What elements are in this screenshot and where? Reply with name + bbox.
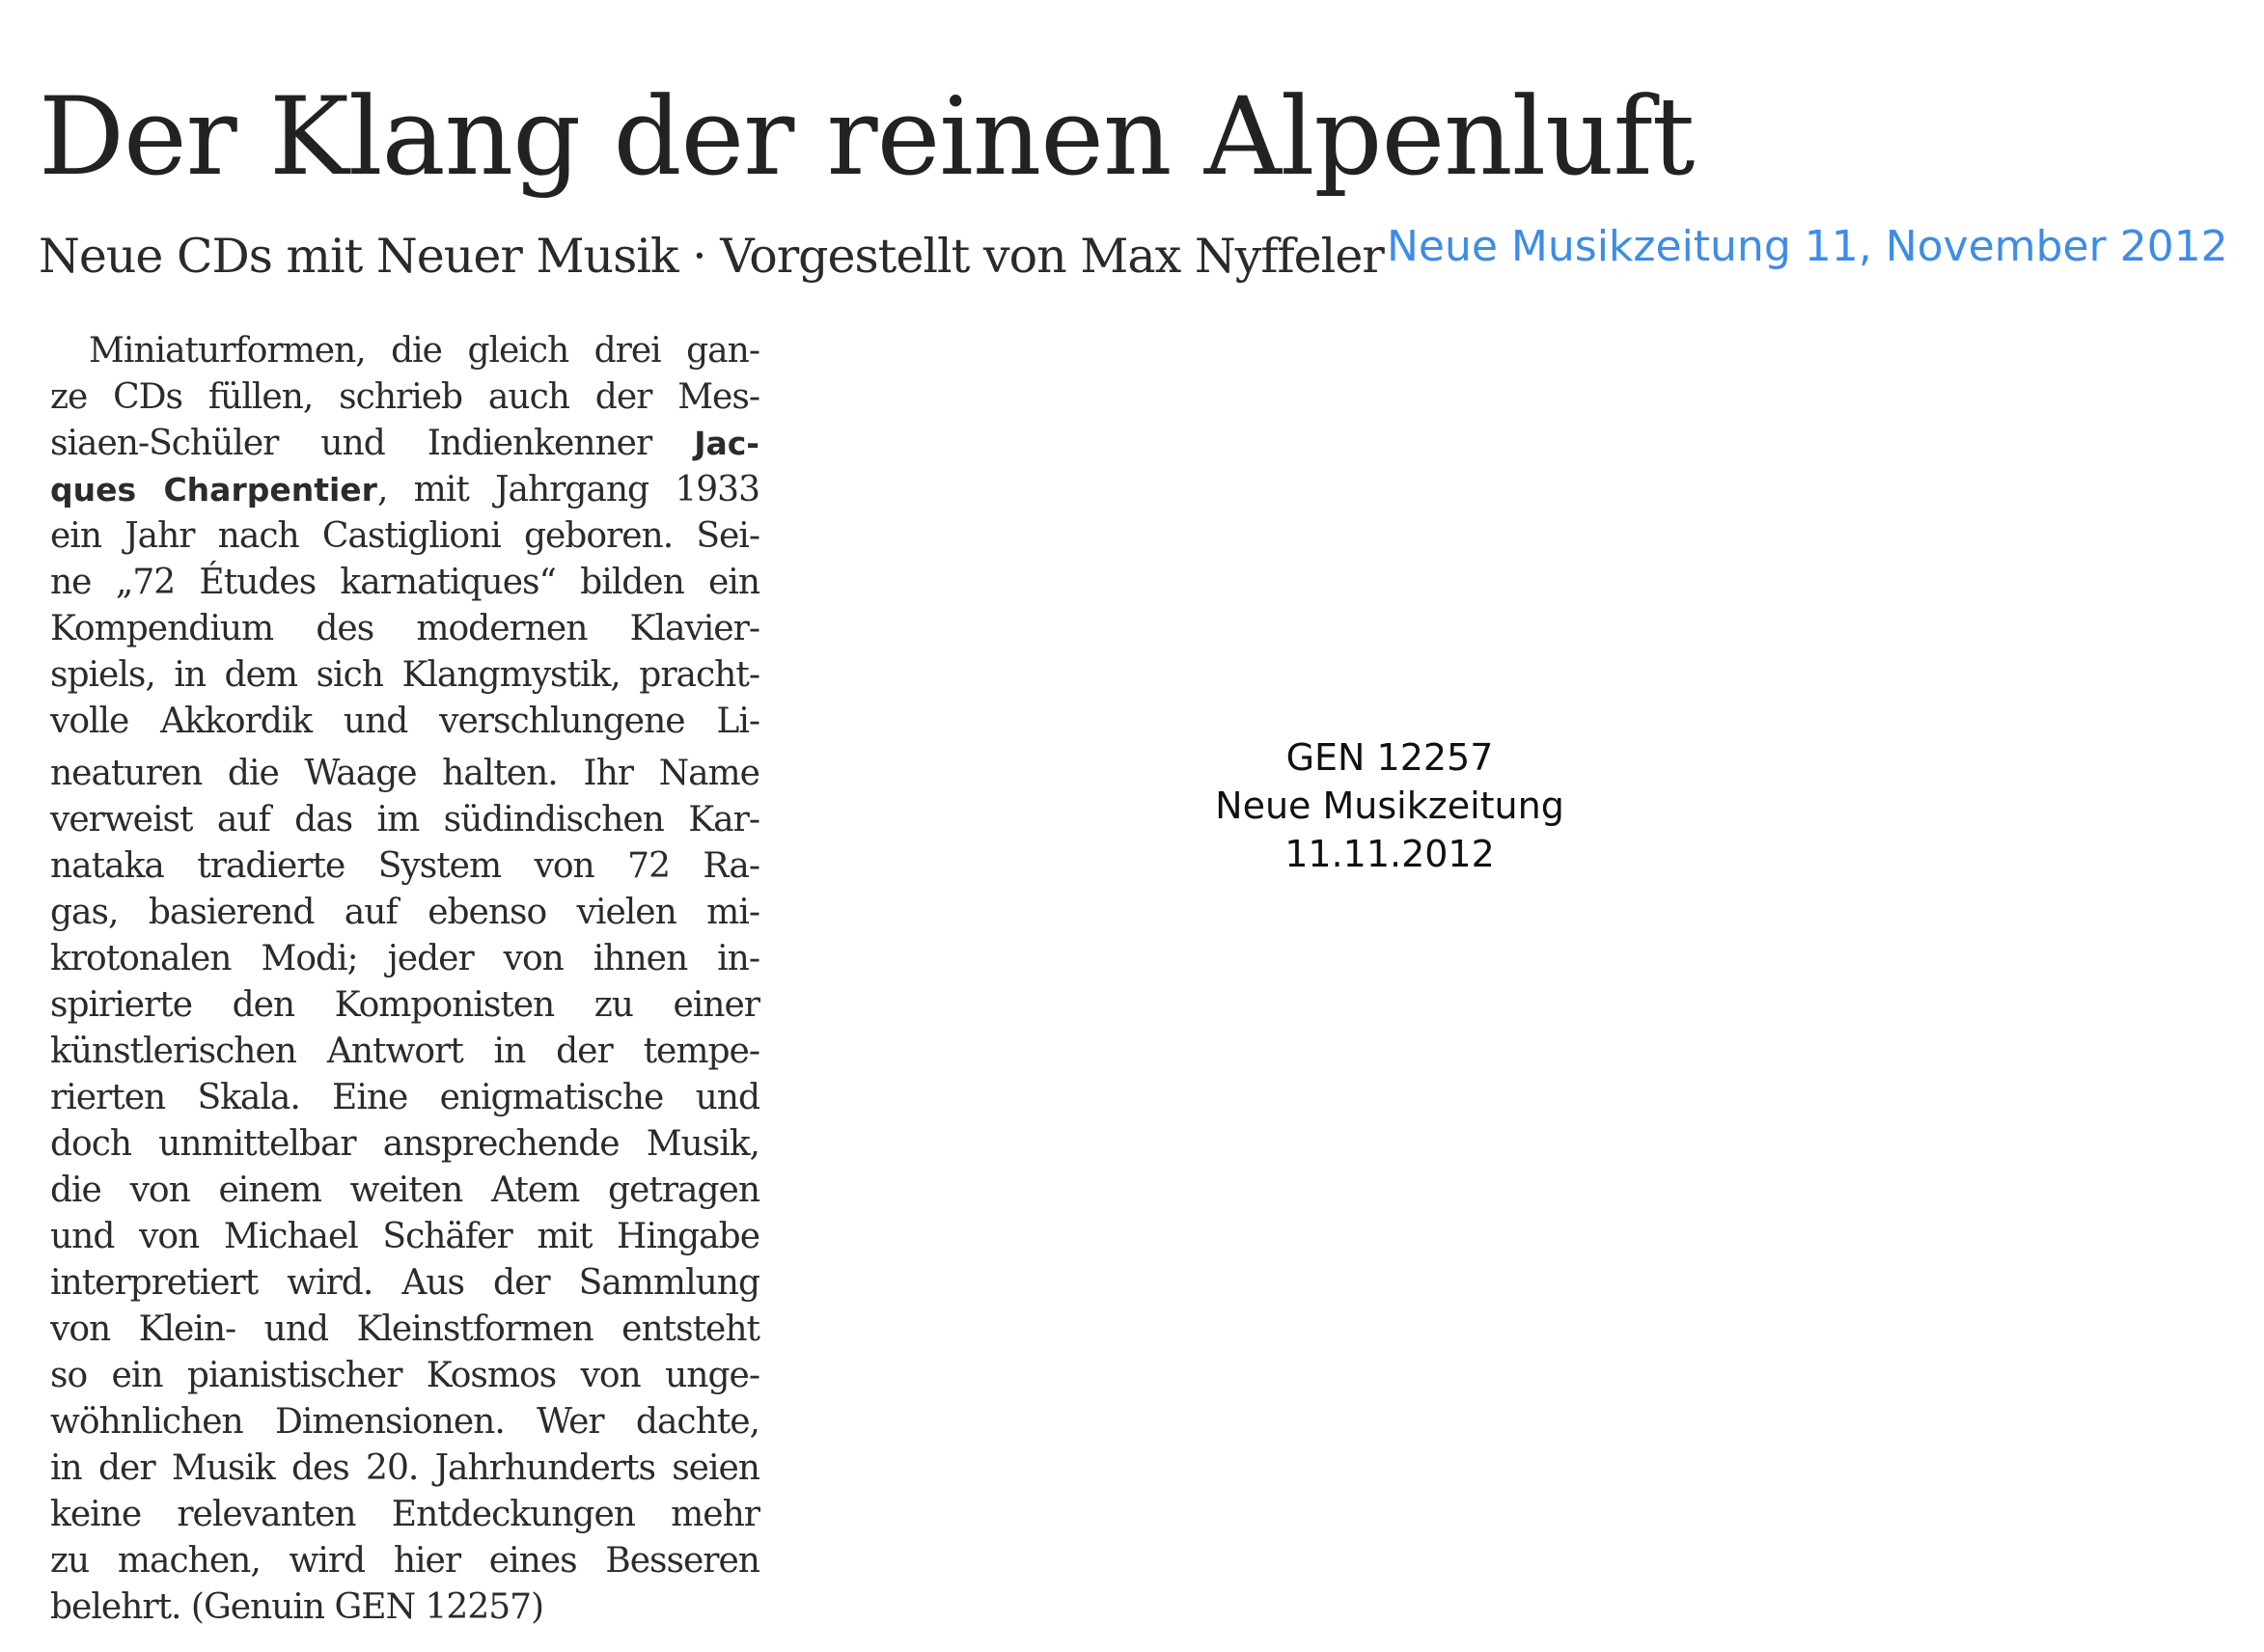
body-line: Kompendium des modernen Klavier-: [50, 609, 759, 648]
body-line: in der Musik des 20. Jahrhunderts seien: [50, 1448, 759, 1488]
body-line: spiels, in dem sich Klangmystik, pracht-: [50, 655, 759, 695]
body-line: nataka tradierte System von 72 Ra-: [50, 846, 759, 886]
body-line: gas, basierend auf ebenso vielen mi-: [50, 893, 759, 932]
body-line: spirierte den Komponisten zu einer: [50, 985, 759, 1025]
body-line: rierten Skala. Eine enigmatische und: [50, 1078, 759, 1117]
article-subline: Neue CDs mit Neuer Musik · Vorgestellt von Max Nyffeler: [39, 229, 1384, 284]
article-body: [50, 328, 759, 1631]
body-line: zu machen, wird hier eines Besseren: [50, 1541, 759, 1581]
stamp-publication: Neue Musikzeitung: [1215, 785, 1564, 827]
body-line: interpretiert wird. Aus der Sammlung: [50, 1263, 759, 1303]
body-line: verweist auf das im südindischen Kar-: [50, 800, 759, 840]
composer-name-part: Jac-: [694, 425, 759, 462]
body-line: krotonalen Modi; jeder von ihnen in-: [50, 939, 759, 978]
body-line-text: siaen-Schüler und Indienkenner: [50, 424, 695, 463]
article-headline: Der Klang der reinen Alpenluft: [39, 75, 1695, 200]
article-paragraph: [50, 328, 759, 1631]
catalog-stamp: [1139, 733, 1641, 878]
body-line: neaturen die Waage halten. Ihr Name: [50, 754, 759, 793]
body-line: Miniaturformen, die gleich drei gan-: [89, 331, 759, 371]
body-line: ein Jahr nach Castiglioni geboren. Sei-: [50, 516, 759, 556]
body-line: [50, 467, 759, 513]
body-line: künstlerischen Antwort in der tempe-: [50, 1032, 759, 1071]
composer-name-part: ques Charpentier: [50, 471, 377, 509]
body-line: die von einem weiten Atem getragen: [50, 1170, 759, 1210]
body-line: ne „72 Études karnatiques“ bilden ein: [50, 563, 759, 602]
stamp-date: 11.11.2012: [1284, 833, 1495, 875]
body-line: [50, 421, 759, 467]
body-line: doch unmittelbar ansprechende Musik,: [50, 1124, 759, 1164]
stamp-catalog-number: GEN 12257: [1285, 736, 1494, 779]
source-label: Neue Musikzeitung 11, November 2012: [1387, 222, 2228, 271]
body-line: von Klein- und Kleinstformen entsteht: [50, 1309, 759, 1349]
body-line: wöhnlichen Dimensionen. Wer dachte,: [50, 1402, 759, 1442]
body-line: belehrt. (Genuin GEN 12257): [50, 1587, 544, 1627]
body-line: keine relevanten Entdeckungen mehr: [50, 1495, 759, 1534]
body-line-text: , mit Jahrgang 1933: [376, 470, 759, 509]
body-line: so ein pianistischer Kosmos von unge-: [50, 1356, 759, 1395]
body-line: ze CDs füllen, schrieb auch der Mes-: [50, 377, 759, 417]
body-line: volle Akkordik und verschlungene Li-: [50, 702, 759, 741]
body-line: und von Michael Schäfer mit Hingabe: [50, 1217, 759, 1256]
